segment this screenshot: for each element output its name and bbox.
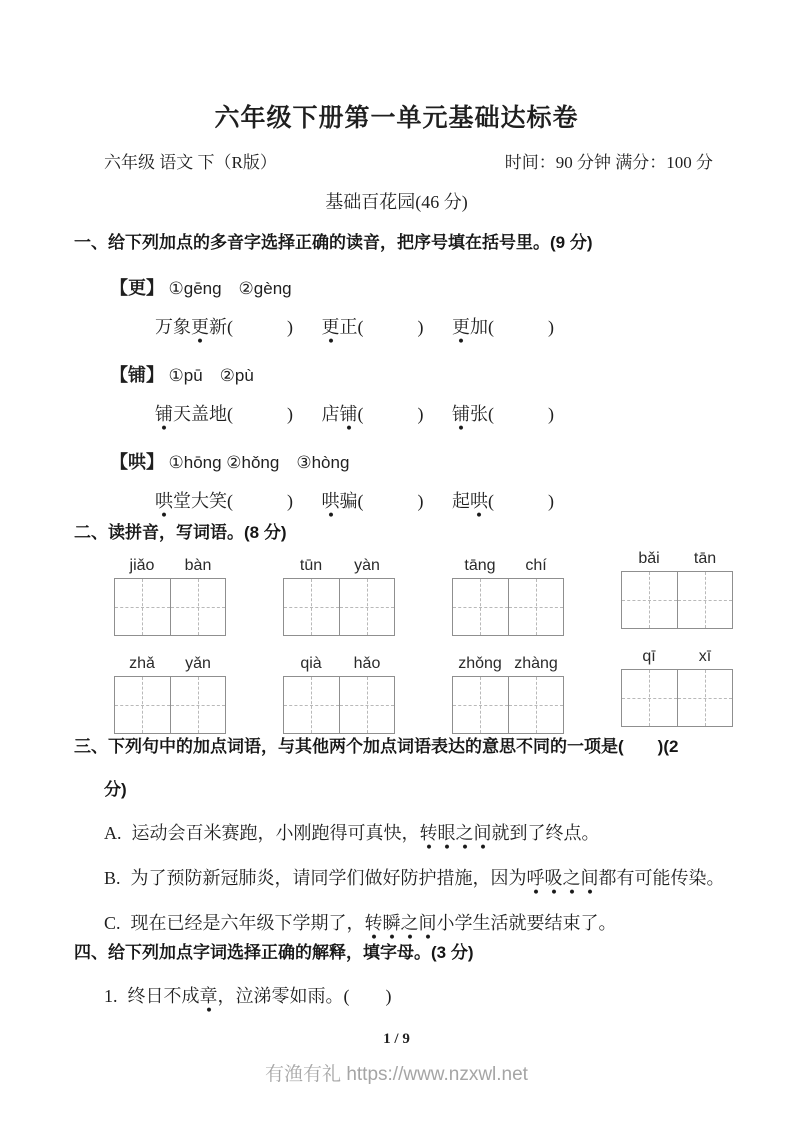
option-label: B. [104, 868, 121, 888]
writing-cell [677, 670, 733, 726]
option-text: 现在已经是六年级下学期了， [130, 913, 365, 933]
writing-cell [622, 572, 677, 628]
pinyin-syllable: yàn [354, 557, 380, 574]
writing-cell [508, 677, 564, 733]
writing-grid [114, 578, 226, 636]
pinyin-syllable: zhǎ [129, 655, 155, 672]
option-text: 都有可能传染。 [598, 868, 725, 888]
pinyin-syllable: zhǒng [458, 655, 502, 672]
option-label: A. [104, 823, 122, 843]
writing-cell [622, 670, 677, 726]
pinyin-syllable: xī [698, 648, 712, 665]
polyphone-readings: ①pū ②pù [168, 366, 254, 385]
writing-grid [283, 578, 395, 636]
dotted-char: 铺 [155, 404, 173, 431]
question-4-item-1 [104, 981, 735, 1011]
phrase-text: ( ) [357, 404, 424, 424]
writing-cell [339, 677, 395, 733]
option-text: 运动会百米赛跑，小刚跑得可真快， [131, 823, 420, 843]
question-4-heading: 四、给下列加点字词选择正确的解释，填字母。(3 分) [74, 943, 474, 962]
pinyin-syllable: jiǎo [129, 557, 155, 574]
phrase-blank [155, 404, 293, 424]
pinyin-word-group [621, 549, 733, 629]
pinyin-word-group [283, 556, 395, 636]
pinyin-syllable: bàn [184, 557, 212, 574]
writing-grid [452, 578, 564, 636]
phrase-blank [452, 491, 554, 511]
pinyin-syllable: yǎn [185, 655, 211, 672]
writing-cell [677, 572, 733, 628]
page-title: 六年级下册第一单元基础达标卷 [214, 105, 579, 132]
dotted-char: 哄 [155, 491, 173, 518]
pinyin-syllable: qià [300, 655, 322, 672]
phrase-text: 店 [321, 404, 340, 424]
pinyin-word-group [452, 556, 564, 636]
question-1-heading: 一、给下列加点的多音字选择正确的读音，把序号填在括号里。(9 分) [74, 233, 593, 252]
polyphone-readings: ①hōng ②hǒng ③hòng [168, 453, 350, 472]
dotted-char: 章 [200, 986, 218, 1013]
phrase-text: 新( ) [209, 317, 293, 337]
phrase-blank [322, 317, 424, 337]
pinyin-grid-row-2 [114, 648, 735, 734]
pinyin-word-group [452, 654, 564, 734]
phrase-text: ( ) [488, 491, 554, 511]
watermark-url: 有渔有礼 https://www.nzxwl.net [265, 1064, 528, 1085]
option-c [104, 908, 735, 938]
section-banner: 基础百花园(46 分) [325, 192, 468, 212]
question-2-heading: 二、读拼音，写词语。(8 分) [74, 523, 287, 542]
phrase-blank [322, 491, 424, 511]
writing-grid [621, 571, 733, 629]
polyphone-group-geng [74, 275, 735, 343]
writing-cell [453, 579, 508, 635]
writing-grid [114, 676, 226, 734]
polyphone-readings: ①gēng ②gèng [168, 279, 292, 298]
pinyin-syllable: bǎi [638, 550, 660, 567]
dotted-word: 转瞬之间 [365, 913, 437, 940]
pinyin-word-group [114, 556, 226, 636]
pinyin-syllable: chí [525, 557, 547, 574]
paper-meta-time-score: 时间：90 分钟 满分：100 分 [504, 153, 713, 172]
dotted-char: 铺 [340, 404, 358, 431]
pinyin-word-group [114, 654, 226, 734]
phrase-text: 起 [452, 491, 470, 511]
polyphone-char-label: 【哄】 [110, 452, 164, 472]
question-4 [74, 940, 735, 1011]
dotted-char: 铺 [452, 404, 470, 431]
option-a [104, 818, 735, 848]
item-text: ，泣涕零如雨。( ) [217, 986, 392, 1006]
pinyin-word-group [283, 654, 395, 734]
phrase-text: 骗( ) [339, 491, 424, 511]
writing-cell [284, 579, 339, 635]
question-3-heading-line2: 分) [104, 780, 127, 799]
pinyin-syllable: hǎo [353, 655, 381, 672]
writing-grid [452, 676, 564, 734]
phrase-blank [322, 404, 424, 424]
paper-meta-grade: 六年级 语文 下（R版） [104, 153, 277, 172]
phrase-text: 加( ) [470, 317, 554, 337]
writing-cell [170, 579, 226, 635]
question-3-heading-line1: 三、下列句中的加点词语，与其他两个加点词语表达的意思不同的一项是( )(2 [74, 737, 679, 756]
dotted-word: 转眼之间 [420, 823, 492, 850]
phrase-text: 堂大笑( ) [173, 491, 293, 511]
phrase-text: 正( ) [339, 317, 424, 337]
dotted-word: 呼吸之间 [527, 868, 599, 895]
pinyin-syllable: zhàng [514, 655, 558, 672]
pinyin-syllable: qī [642, 648, 656, 665]
dotted-char: 更 [191, 317, 209, 344]
page-number: 1 / 9 [383, 1031, 410, 1047]
writing-cell [115, 677, 170, 733]
polyphone-group-pu [74, 362, 735, 430]
option-text: 就到了终点。 [491, 823, 600, 843]
option-label: C. [104, 913, 121, 933]
writing-cell [508, 579, 564, 635]
polyphone-char-label: 【铺】 [110, 365, 164, 385]
item-number: 1. [104, 986, 118, 1006]
writing-cell [339, 579, 395, 635]
writing-grid [621, 669, 733, 727]
writing-cell [284, 677, 339, 733]
writing-cell [453, 677, 508, 733]
paper-meta [74, 148, 713, 173]
polyphone-char-label: 【更】 [110, 278, 164, 298]
option-b [104, 863, 735, 893]
pinyin-grid-row-1 [114, 550, 735, 636]
pinyin-syllable: tāng [464, 557, 496, 574]
dotted-char: 哄 [322, 491, 340, 518]
phrase-blank [155, 491, 293, 511]
question-2 [74, 520, 735, 734]
item-text: 终日不成 [127, 986, 200, 1006]
dotted-char: 更 [322, 317, 340, 344]
dotted-char: 哄 [470, 491, 488, 518]
phrase-blank [155, 317, 293, 337]
phrase-blank [452, 317, 554, 337]
pinyin-syllable: tān [693, 550, 717, 567]
phrase-blank [452, 404, 554, 424]
question-1 [74, 230, 735, 517]
polyphone-group-hong [74, 449, 735, 517]
question-3 [74, 734, 735, 938]
writing-grid [283, 676, 395, 734]
option-text: 小学生活就要结束了。 [436, 913, 617, 933]
phrase-text: 张( ) [470, 404, 554, 424]
phrase-text: 天盖地( ) [173, 404, 293, 424]
dotted-char: 更 [452, 317, 470, 344]
phrase-text: 万象 [155, 317, 191, 337]
writing-cell [170, 677, 226, 733]
option-text: 为了预防新冠肺炎，请同学们做好防护措施，因为 [130, 868, 527, 888]
pinyin-word-group [621, 647, 733, 727]
writing-cell [115, 579, 170, 635]
pinyin-syllable: tūn [299, 557, 323, 574]
